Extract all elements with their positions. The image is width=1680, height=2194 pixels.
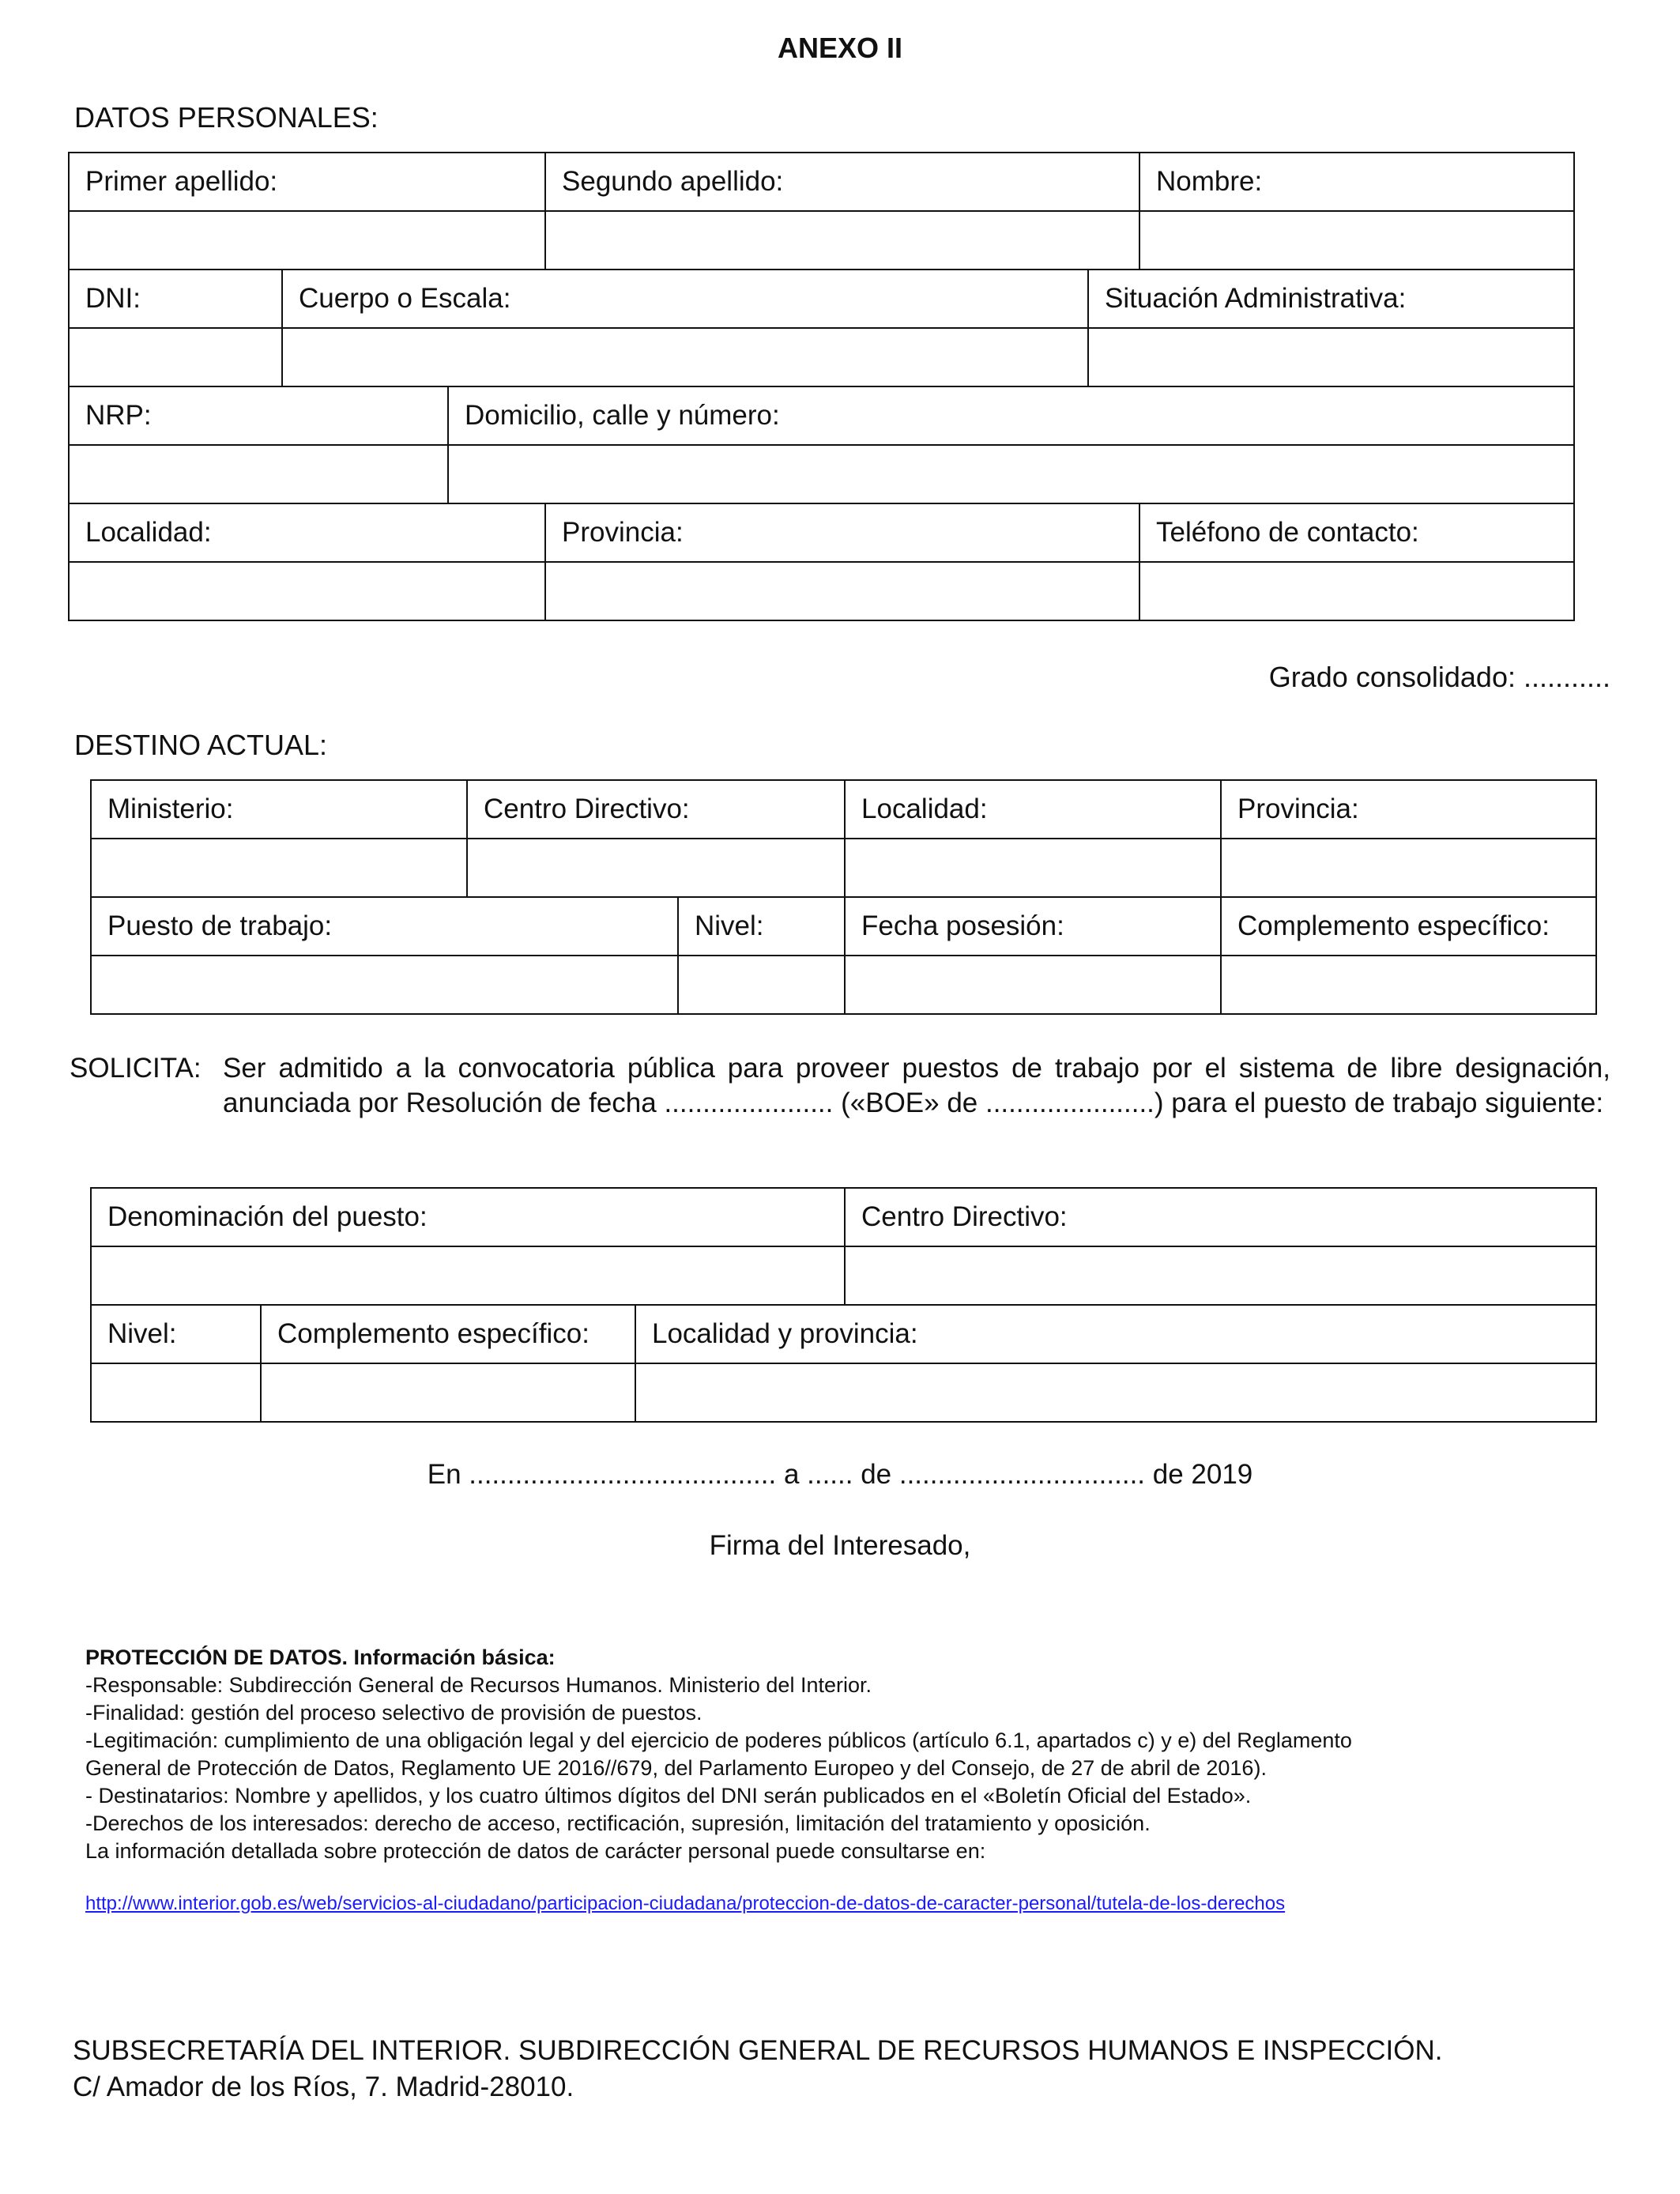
puesto-solicitado-table (90, 1187, 1597, 1423)
field-nivel-destino[interactable] (678, 956, 845, 1014)
proteccion-line: General de Protección de Datos, Reglamento UE 2016//679, del Parlamento Europeo y del Consejo, de 27 de abril de 2016). (85, 1756, 1267, 1780)
field-primer-apellido[interactable] (69, 211, 545, 270)
label-primer-apellido: Primer apellido: (69, 153, 545, 211)
field-dni[interactable] (69, 328, 282, 386)
label-centro-directivo: Centro Directivo: (467, 780, 845, 839)
field-localidad[interactable] (69, 562, 545, 620)
label-localidad-provincia: Localidad y provincia: (635, 1305, 1596, 1363)
label-telefono: Teléfono de contacto: (1139, 503, 1574, 562)
footer (73, 2033, 1442, 2105)
field-cuerpo-escala[interactable] (282, 328, 1088, 386)
field-fecha-posesion[interactable] (845, 956, 1221, 1014)
field-puesto-trabajo[interactable] (91, 956, 678, 1014)
footer-line-1: SUBSECRETARÍA DEL INTERIOR. SUBDIRECCIÓN GENERAL DE RECURSOS HUMANOS E INSPECCIÓN. (73, 2035, 1443, 2066)
label-segundo-apellido: Segundo apellido: (545, 153, 1139, 211)
proteccion-line: La información detallada sobre protección de datos de carácter personal puede consultarse en: (85, 1839, 986, 1863)
personal-data-table (68, 152, 1575, 621)
label-puesto-trabajo: Puesto de trabajo: (91, 897, 678, 956)
label-domicilio: Domicilio, calle y número: (448, 386, 1574, 445)
label-cuerpo-escala: Cuerpo o Escala: (282, 270, 1088, 328)
page-title: ANEXO II (777, 32, 903, 64)
proteccion-line: -Finalidad: gestión del proceso selectivo de provisión de puestos. (85, 1701, 703, 1725)
fecha-line: En ........................................ a ...... de ................................ de 2019 (427, 1459, 1253, 1490)
field-segundo-apellido[interactable] (545, 211, 1139, 270)
label-nivel-destino: Nivel: (678, 897, 845, 956)
label-complemento-puesto: Complemento específico: (261, 1305, 635, 1363)
proteccion-link[interactable]: http://www.interior.gob.es/web/servicios-al-ciudadano/participacion-ciudadana/proteccion-de-datos-de-caracter-personal/tutela-de-los-derechos (85, 1893, 1286, 1914)
field-complemento-puesto[interactable] (261, 1363, 635, 1422)
label-localidad-destino: Localidad: (845, 780, 1221, 839)
field-nombre[interactable] (1139, 211, 1574, 270)
field-telefono[interactable] (1139, 562, 1574, 620)
label-localidad: Localidad: (70, 504, 545, 561)
field-centro-directivo-puesto[interactable] (845, 1246, 1596, 1305)
field-ministerio[interactable] (91, 839, 467, 897)
solicita-label: SOLICITA: (70, 1053, 202, 1084)
label-nrp: NRP: (69, 386, 448, 445)
field-situacion-administrativa[interactable] (1088, 328, 1574, 386)
field-denominacion-puesto[interactable] (91, 1246, 845, 1305)
label-situacion-administrativa: Situación Administrativa: (1088, 270, 1574, 328)
field-nivel-puesto[interactable] (91, 1363, 261, 1422)
datos-personales-heading: DATOS PERSONALES: (74, 101, 379, 134)
destino-actual-heading: DESTINO ACTUAL: (74, 729, 328, 761)
proteccion-heading: PROTECCIÓN DE DATOS. Información básica: (85, 1646, 556, 1669)
field-centro-directivo[interactable] (467, 839, 845, 897)
field-provincia[interactable] (545, 562, 1139, 620)
field-domicilio[interactable] (448, 445, 1574, 503)
proteccion-datos-block (85, 1644, 1587, 1917)
label-provincia: Provincia: (545, 503, 1139, 562)
proteccion-line: -Legitimación: cumplimiento de una obligación legal y del ejercicio de poderes públicos (artículo 6.1, apartados c) y e) del Reglamento (85, 1728, 1352, 1752)
label-complemento-destino: Complemento específico: (1221, 897, 1596, 956)
label-centro-directivo-puesto: Centro Directivo: (845, 1188, 1596, 1246)
label-localidad-cell (69, 503, 545, 562)
solicita-text-block (223, 1051, 1610, 1121)
label-dni: DNI: (69, 270, 282, 328)
label-ministerio: Ministerio: (91, 780, 467, 839)
field-complemento-destino[interactable] (1221, 956, 1596, 1014)
label-denominacion-puesto: Denominación del puesto: (91, 1188, 845, 1246)
destino-actual-table (90, 779, 1597, 1015)
field-nrp[interactable] (69, 445, 448, 503)
firma-label: Firma del Interesado, (709, 1530, 971, 1561)
field-provincia-destino[interactable] (1221, 839, 1596, 897)
label-fecha-posesion: Fecha posesión: (845, 897, 1221, 956)
field-localidad-provincia[interactable] (635, 1363, 1596, 1422)
label-provincia-destino: Provincia: (1221, 780, 1596, 839)
proteccion-line: -Responsable: Subdirección General de Recursos Humanos. Ministerio del Interior. (85, 1673, 872, 1697)
proteccion-line: -Derechos de los interesados: derecho de acceso, rectificación, supresión, limitación del tratamiento y oposición. (85, 1811, 1151, 1835)
grado-consolidado: Grado consolidado: ........... (1268, 661, 1610, 693)
label-nivel-puesto: Nivel: (91, 1305, 261, 1363)
field-localidad-destino[interactable] (845, 839, 1221, 897)
proteccion-line: - Destinatarios: Nombre y apellidos, y los cuatro últimos dígitos del DNI serán publicados en el «Boletín Oficial del Estado». (85, 1784, 1252, 1808)
footer-line-2: C/ Amador de los Ríos, 7. Madrid-28010. (73, 2071, 574, 2102)
solicita-text: Ser admitido a la convocatoria pública para proveer puestos de trabajo por el sistema de libre designación, anunciada por Resolución de fecha ...................... («BOE» de ......................) para el puesto de trabajo siguiente: (223, 1053, 1610, 1118)
label-nombre: Nombre: (1139, 153, 1574, 211)
